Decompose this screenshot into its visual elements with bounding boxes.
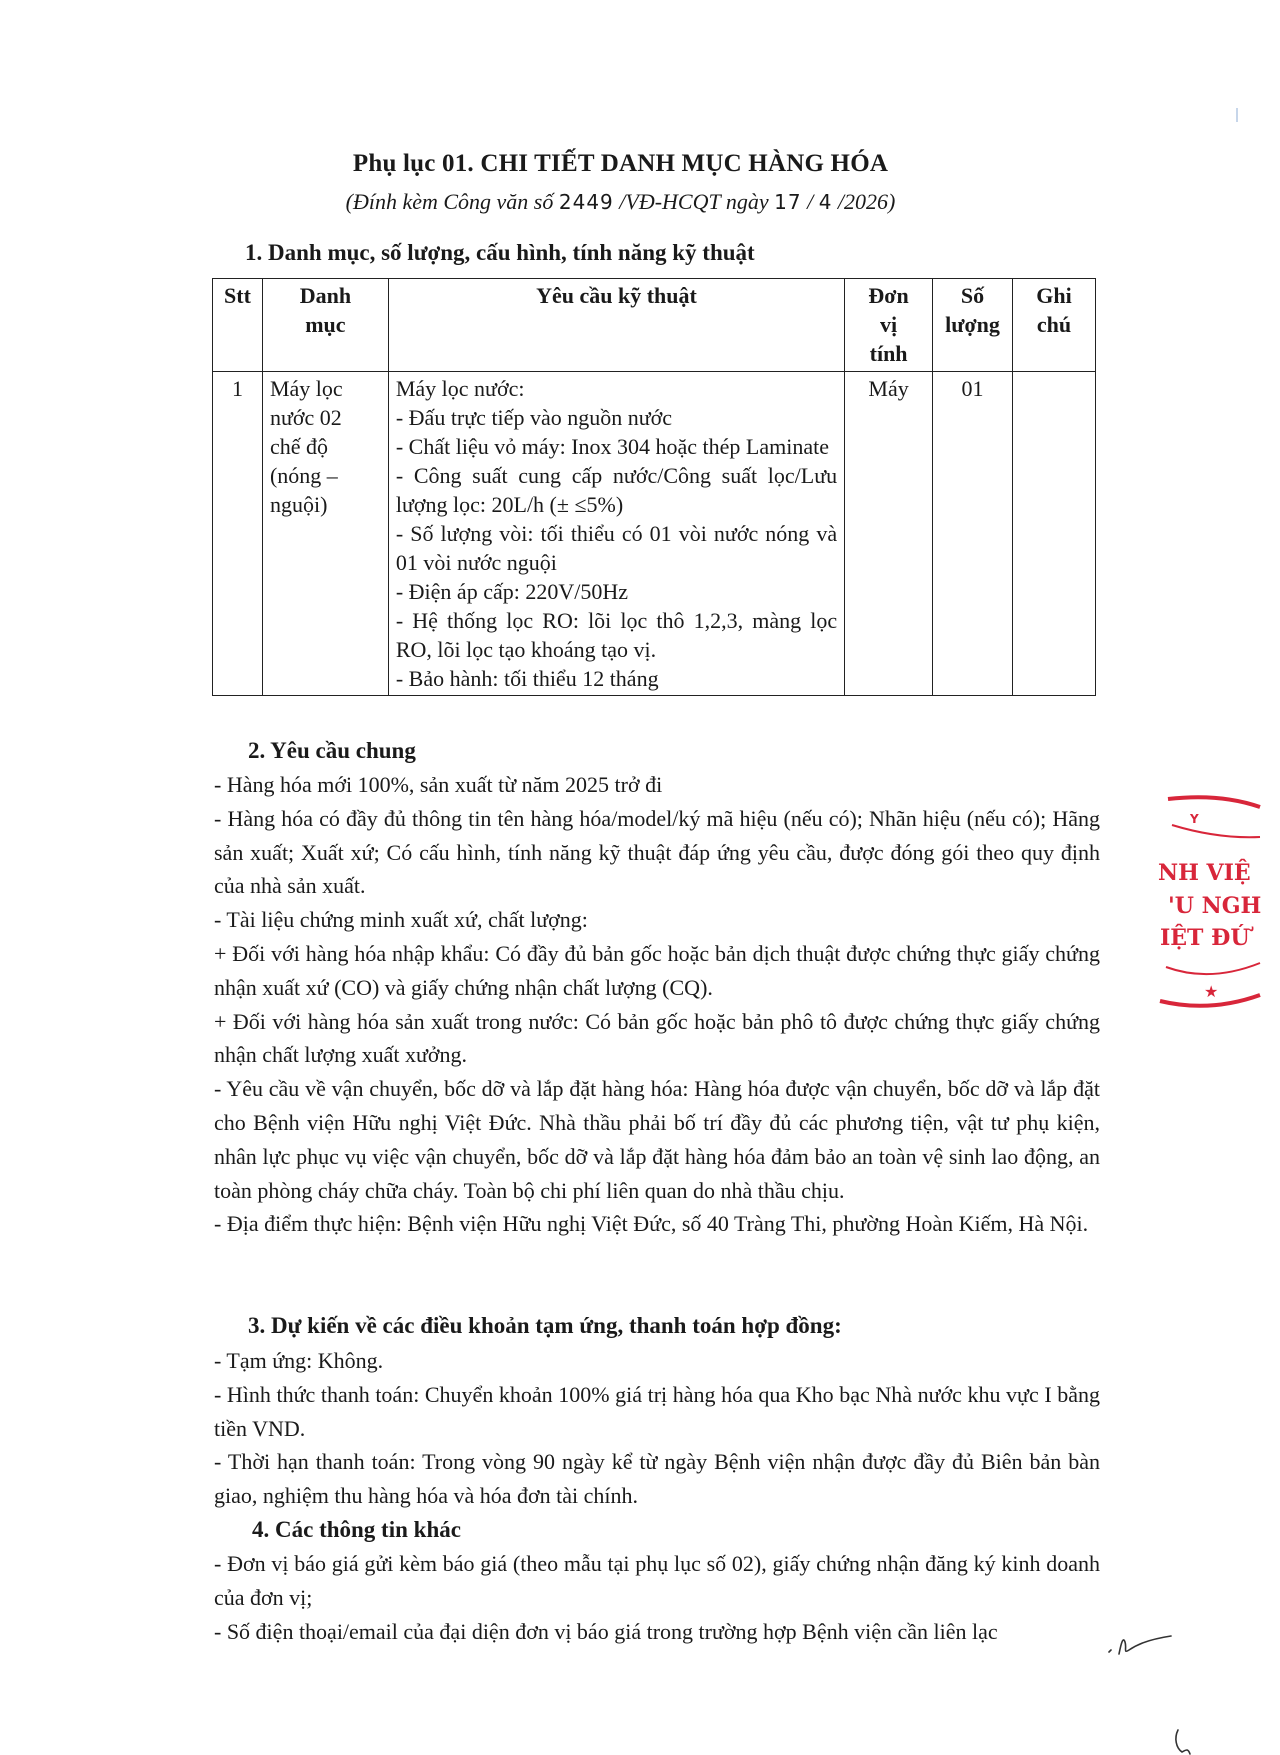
cell-ghi-chu [1013,372,1096,696]
spec-line: - Chất liệu vỏ máy: Inox 304 hoặc thép Laminate [395,434,830,459]
header-yeu-cau-ky-thuat: Yêu cầu kỹ thuật [388,279,844,372]
section2-heading: 2. Yêu cầu chung [248,738,416,763]
handwritten-day: 17 [774,190,802,214]
paragraph: - Yêu cầu về vận chuyển, bốc dỡ và lắp đặt hàng hóa: Hàng hóa được vận chuyển, bốc dỡ và lắp đặt cho Bệnh viện Hữu nghị Việt Đức. Nhà thầu phải bố trí đầy đủ các phương tiện, vật tư phụ kiện, nhân lực phục vụ việc vận chuyển, bốc dỡ và lắp đặt hàng hóa đảm bảo an toàn vệ sinh lao động, an toàn phòng cháy chữa cháy. Toàn bộ chi phí liên quan do nhà thầu chịu. [214,1076,1100,1203]
spec-line: - Hệ thống lọc RO: lõi lọc thô 1,2,3, màng lọc RO, lõi lọc tạo khoáng tạo vị. [395,608,838,662]
document-subtitle [0,189,1241,215]
paragraph: - Địa điểm thực hiện: Bệnh viện Hữu nghị Việt Đức, số 40 Tràng Thi, phường Hoàn Kiếm, Hà Nội. [214,1211,1089,1237]
spec-line: - Đấu trực tiếp vào nguồn nước [395,405,673,430]
seal-text-line: 'U NGH [1168,893,1262,919]
scan-edge-mark [1236,108,1238,122]
paragraph: - Hàng hóa có đầy đủ thông tin tên hàng hóa/model/ký mã hiệu (nếu có); Nhãn hiệu (nếu có); Hãng sản xuất; Xuất xứ; Có cấu hình, tính năng kỹ thuật đáp ứng yêu cầu, được đóng gói theo quy định của nhà sản xuất. [214,805,1100,899]
paragraph: - Hình thức thanh toán: Chuyển khoản 100% giá trị hàng hóa qua Kho bạc Nhà nước khu vực I bằng tiền VND. [214,1381,1100,1441]
section1-heading: 1. Danh mục, số lượng, cấu hình, tính năng kỹ thuật [245,240,755,265]
spec-line: - Điện áp cấp: 220V/50Hz [395,579,628,604]
handwritten-month: 4 [818,190,833,214]
cell-danh-muc [262,372,388,696]
cell-so-luong: 01 [933,372,1013,696]
seal-inner-bottom-arc [1166,963,1260,974]
header-stt: Stt [213,279,263,372]
item-line: (nóng – [269,463,338,488]
subtitle-sep: / [801,189,819,214]
section3-body [214,1344,1100,1513]
item-line: Máy lọc [269,376,343,401]
item-line: chế độ [269,434,328,459]
seal-text-line: IỆT ĐỨ [1160,925,1250,951]
section4-body [214,1547,1100,1648]
section3-heading: 3. Dự kiến về các điều khoản tạm ứng, thanh toán hợp đồng: [248,1313,842,1338]
header-don-vi-tinh: Đơn vị tính [845,279,933,372]
handwritten-doc-number: 2449 [558,190,614,214]
subtitle-middle: /VĐ-HCQT ngày [613,189,775,214]
subtitle-prefix: (Đính kèm Công văn số [345,189,559,214]
table-header-row [213,279,1096,372]
seal-top-arc [1168,797,1260,807]
hospital-seal-stamp [1160,795,1280,1015]
paragraph: - Tạm ứng: Không. [214,1348,384,1373]
spec-line: Máy lọc nước: [395,376,525,401]
corner-pen-mark [1168,1728,1198,1755]
cell-don-vi: Máy [845,372,933,696]
paragraph: + Đối với hàng hóa sản xuất trong nước: Có bản gốc hoặc bản phô tô được chứng thực giấy chứng nhận chất lượng xuất xưởng. [214,1008,1100,1068]
goods-spec-table [212,278,1096,696]
header-so-luong: Số lượng [933,279,1013,372]
document-title: Phụ lục 01. CHI TIẾT DANH MỤC HÀNG HÓA [352,150,889,177]
paragraph: - Hàng hóa mới 100%, sản xuất từ năm 2025 trở đi [214,772,663,797]
cell-stt: 1 [213,372,263,696]
section2-body [214,768,1100,1241]
header-ghi-chu: Ghi chú [1013,279,1096,372]
paragraph: - Tài liệu chứng minh xuất xứ, chất lượng: [214,907,588,933]
item-line: nước 02 [269,405,342,430]
item-line: nguội) [269,492,328,517]
spec-line: - Công suất cung cấp nước/Công suất lọc/Lưu lượng lọc: 20L/h (± ≤5%) [395,463,838,517]
spec-line: - Số lượng vòi: tối thiểu có 01 vòi nước nóng và 01 vòi nước nguội [395,521,838,575]
handwritten-initial [1105,1630,1175,1660]
paragraph: - Đơn vị báo giá gửi kèm báo giá (theo mẫu tại phụ lục số 02), giấy chứng nhận đăng ký kinh doanh của đơn vị; [214,1551,1100,1610]
paragraph: - Số điện thoại/email của đại diện đơn vị báo giá trong trường hợp Bệnh viện cần liên lạc [214,1618,998,1644]
header-danh-muc: Danh mục [262,279,388,372]
table-row [213,372,1096,696]
subtitle-suffix: /2026) [832,189,896,214]
seal-inner-top-arc [1172,825,1260,837]
seal-star-icon: ★ [1204,982,1219,1001]
section4-heading: 4. Các thông tin khác [252,1517,461,1542]
paragraph: - Thời hạn thanh toán: Trong vòng 90 ngày kể từ ngày Bệnh viện nhận được đầy đủ Biên bản bàn giao, nghiệm thu hàng hóa và hóa đơn tài chính. [214,1449,1100,1509]
paragraph: + Đối với hàng hóa nhập khẩu: Có đầy đủ bản gốc hoặc bản dịch thuật được chứng thực giấy chứng nhận xuất xứ (CO) và giấy chứng nhận chất lượng (CQ). [214,940,1100,1000]
cell-yeu-cau-ky-thuat [388,372,844,696]
seal-top-mark: Y [1190,812,1199,826]
seal-text-line: NH VIỆ [1158,860,1251,886]
spec-line: - Bảo hành: tối thiểu 12 tháng [395,666,659,691]
